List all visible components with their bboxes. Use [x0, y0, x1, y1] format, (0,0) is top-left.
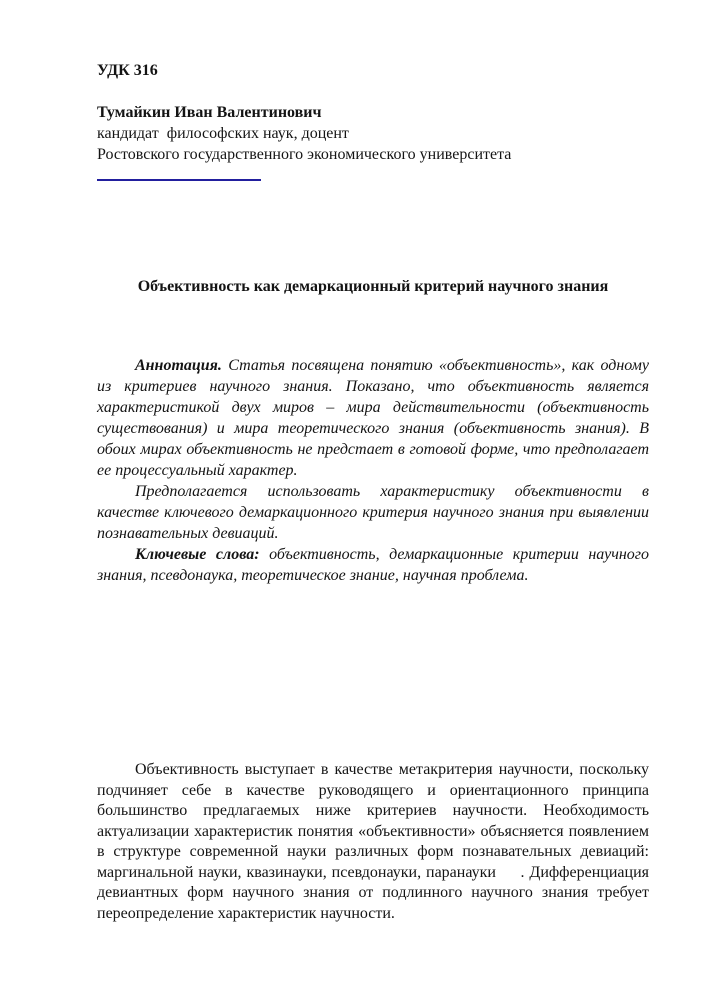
body-paragraph: Объективность выступает в качестве метакритерия научности, поскольку подчиняет себе в качестве руководящего и ориентационного принципа большинство предлагаемых ниже критериев научности. Необходимость актуализации характеристик понятия «объективности» объясняется появлением в структуре современной науки различных форм познавательных девиаций: маргинальной науки, квазинауки, псевдонауки, паранауки . Дифференциация девиантных форм научного знания от подлинного научного знания требует переопределение характеристик научности. — [97, 761, 653, 922]
article-title: Объективность как демаркационный критерий научного знания — [137, 278, 609, 295]
keywords-label: Ключевые слова: — [135, 546, 260, 563]
author-degree: кандидат философских наук, доцент — [97, 125, 349, 142]
abstract-text: Статья посвящена понятию «объективность», как одному из критериев научного знания. Показано, что объективность является характеристикой двух миров – мира действительности (объективность существования) и мира теоретического знания (объективность знания). В обоих мирах объективность не предстает в готовой форме, что предполагает ее процессуальный характер. — [97, 357, 649, 479]
author-name: Тумайкин Иван Валентинович — [97, 104, 322, 121]
udc-code: УДК 316 — [97, 62, 158, 79]
author-block — [97, 102, 649, 165]
body-section — [97, 760, 653, 924]
abstract-section — [97, 355, 649, 586]
redacted-email-link-underline[interactable] — [97, 179, 261, 181]
abstract-label: Аннотация. — [135, 357, 222, 374]
abstract-paragraph — [97, 355, 649, 481]
author-affiliation: Ростовского государственного экономического университета — [97, 146, 512, 163]
abstract-paragraph-2: Предполагается использовать характеристику объективности в качестве ключевого демаркационного критерия научного знания при выявлении познавательных девиаций. — [97, 483, 649, 542]
keywords-paragraph — [97, 544, 649, 586]
keywords-text: объективность, демаркационные критерии научного знания, псевдонаука, теоретическое знание, научная проблема. — [97, 546, 650, 584]
